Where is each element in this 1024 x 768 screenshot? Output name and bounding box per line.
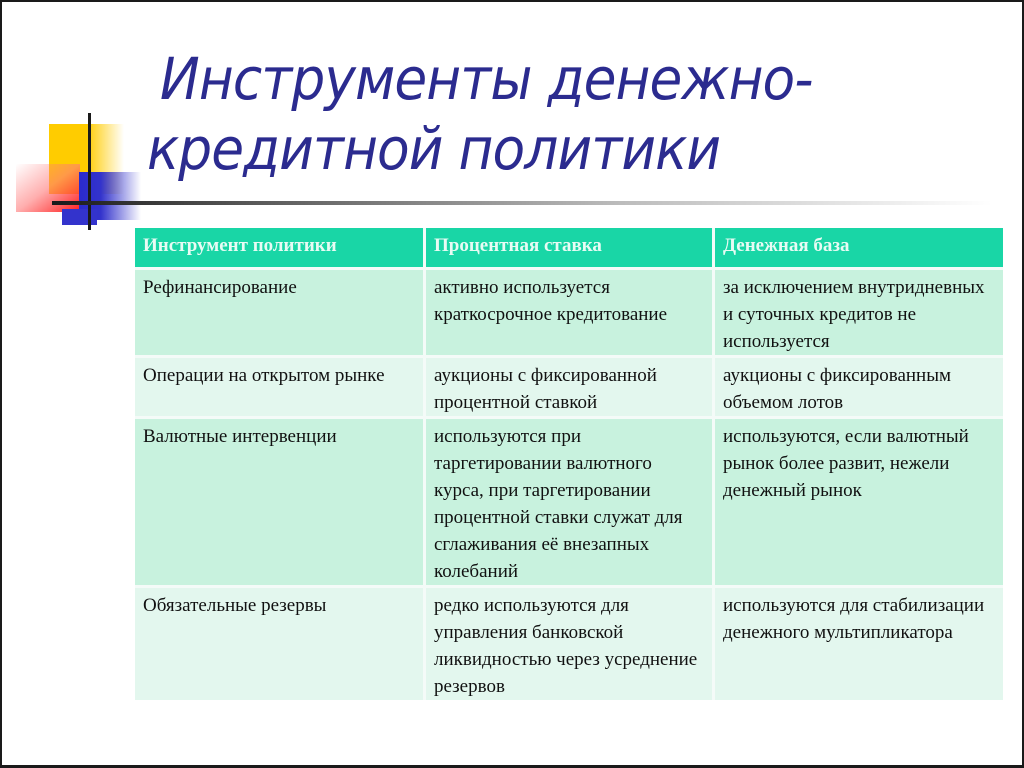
blue-square-decoration-small (62, 209, 97, 225)
cell-interest-rate: редко используются для управления банковской ликвидностью через усреднение резервов (426, 588, 715, 700)
cell-instrument: Обязательные резервы (135, 588, 426, 700)
cell-monetary-base: используются для стабилизации денежного мультипликатора (715, 588, 1003, 700)
cell-interest-rate: активно используется краткосрочное кредитование (426, 270, 715, 358)
vertical-line-decoration (88, 113, 91, 230)
header-interest-rate: Процентная ставка (426, 228, 715, 270)
header-monetary-base: Денежная база (715, 228, 1003, 270)
cell-instrument: Рефинансирование (135, 270, 426, 358)
cell-interest-rate: используются при таргетировании валютного курса, при таргетировании процентной ставки служат для сглаживания её внезапных колебаний (426, 419, 715, 588)
cell-instrument: Операции на открытом рынке (135, 358, 426, 419)
table-row (135, 419, 1003, 588)
table-header-row (135, 228, 1003, 270)
cell-instrument: Валютные интервенции (135, 419, 426, 588)
cell-monetary-base: используются, если валютный рынок более развит, нежели денежный рынок (715, 419, 1003, 588)
cell-interest-rate: аукционы с фиксированной процентной ставкой (426, 358, 715, 419)
cell-monetary-base: аукционы с фиксированным объемом лотов (715, 358, 1003, 419)
table-row (135, 358, 1003, 419)
title-divider-line (52, 201, 992, 205)
slide-title (147, 44, 938, 184)
cell-monetary-base: за исключением внутридневных и суточных кредитов не используется (715, 270, 1003, 358)
table-row (135, 588, 1003, 700)
slide-title-line-1: Инструменты денежно- (159, 45, 813, 113)
slide-title-line-2: кредитной политики (147, 115, 721, 183)
monetary-policy-instruments-table (135, 228, 1003, 700)
header-instrument: Инструмент политики (135, 228, 426, 270)
table-row (135, 270, 1003, 358)
